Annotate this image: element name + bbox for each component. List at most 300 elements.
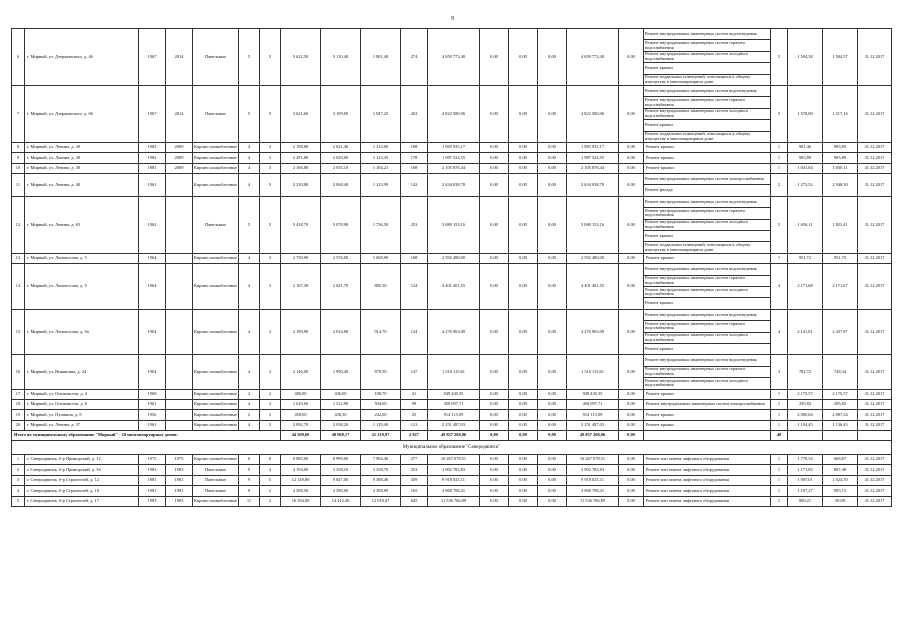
cell-rep [166,309,193,355]
cell-en: 4 [260,465,281,475]
cell-wall: Кирпич шлакоблочные [193,410,239,420]
cell-uc: 983,89 [788,153,823,163]
cell-wall: Панельные [193,465,239,475]
cell-a1: 486,00 [281,389,321,399]
cell-year: 1967 [139,29,166,86]
cell-year: 1982 [139,142,166,152]
cell-addr: г. Мирный, ул. Пушкина, д. 8 [25,410,139,420]
cell-a2: 8 999,00 [321,455,361,465]
cell-a3: 242,00 [361,410,401,420]
table-row [12,389,892,399]
cell-a1: 3 622,50 [281,29,321,86]
cell-uc: 1 770,54 [788,455,823,465]
work-item: Ремонт внутридомовых инженерных систем горячего водоснабжения [644,276,770,287]
cell-en: 2 [260,486,281,496]
cell-a3: 3 398,89 [361,486,401,496]
cell-ppl: 147 [401,355,428,389]
cell-fl: 11 [239,496,260,506]
cell-wcount: 4 [771,309,788,355]
cell-rep [166,420,193,430]
cell-a2: 436,00 [321,389,361,399]
table-row [12,153,892,163]
cell-a1: 2 198,80 [281,142,321,152]
cell-f1: 0,00 [480,355,509,389]
cell-addr: г. Северодвинск, б-р Приморский, д. 12 [25,455,139,465]
cell-fl: 2 [239,389,260,399]
cell-ppl: 178 [401,153,428,163]
cell-a3: 1 123,99 [361,174,401,197]
cell-rep: 2009 [166,163,193,173]
cell-wall: Кирпич шлакоблочные [193,496,239,506]
cell-en: 3 [260,174,281,197]
cell-f2: 0,00 [509,496,538,506]
cell-own: 4 401 401,55 [567,264,619,310]
cell-year: 1982 [139,153,166,163]
cell-uc: 1 107,27 [788,486,823,496]
work-item: Ремонт внутридомовых инженерных систем холодного водоснабжения [644,52,770,63]
cell-cost: 1 983 935,17 [428,142,480,152]
total-f4: 0,00 [619,431,644,441]
cell-n: 7 [12,85,25,142]
cell-a2: 3 590,00 [321,486,361,496]
cell-f3: 0,00 [538,142,567,152]
cell-f1: 0,00 [480,410,509,420]
cell-f1: 0,00 [480,465,509,475]
cell-en: 3 [260,355,281,389]
cell-own: 4 659 773,40 [567,29,619,86]
cell-n: 20 [12,420,25,430]
cell-en: 2 [260,496,281,506]
cell-en: 3 [260,153,281,163]
cell-cost: 949 430,35 [428,389,480,399]
cell-f3: 0,00 [538,410,567,420]
cell-addr: г. Мирный, ул. Ленина, д. 20 [25,142,139,152]
cell-f3: 0,00 [538,253,567,263]
cell-ppl: 459 [401,475,428,485]
cell-wcount: 5 [771,29,788,86]
work-item: Ремонт внутридомовых инженерных систем водоотведения [644,197,770,208]
cell-year: 1964 [139,309,166,355]
cell-uc: 2 080,64 [788,410,823,420]
cell-ppl: 124 [401,264,428,310]
cell-date: 31.12.2017 [858,264,892,310]
cell-addr: г. Северодвинск, б-р Строителей, д. 17 [25,496,139,506]
cell-n: 4 [12,486,25,496]
cell-en: 2 [260,410,281,420]
table-row [12,253,892,263]
cell-en: 3 [260,420,281,430]
cell-wall: Панельные [193,475,239,485]
cell-addr: г. Мирный, ул. Ленина, д. 28 [25,153,139,163]
cell-cost: 2 251 487,03 [428,420,480,430]
cell-n: 10 [12,163,25,173]
cell-en: 3 [260,253,281,263]
cell-mc: 1 050,11 [823,163,858,173]
cell-f4: 0,00 [619,355,644,389]
cell-rep [166,264,193,310]
cell-works: Ремонт крыши [644,253,771,263]
cell-own: 2 105 876,44 [567,163,619,173]
cell-year: 1975 [139,455,166,465]
cell-f4: 0,00 [619,309,644,355]
cell-date: 31.12.2017 [858,496,892,506]
cell-mc: 748,34 [823,355,858,389]
cell-en: 3 [260,399,281,409]
cell-ppl: 645 [401,496,428,506]
table-row [12,410,892,420]
cell-date: 31.12.2017 [858,174,892,197]
cell-rep: 2014 [166,85,193,142]
cell-mc: 983,89 [823,153,858,163]
cell-uc: 1 007,01 [788,475,823,485]
total-f2: 0,00 [509,431,538,441]
cell-rep [166,196,193,253]
cell-fl: 4 [239,399,260,409]
total-label: Итого по муниципальному образованию "Мирный" - 20 многоквартирных домов: [12,431,281,441]
work-item: Ремонт внутридомовых инженерных систем холодного водоснабжения [644,333,770,344]
cell-f3: 0,00 [538,196,567,253]
cell-a1: 4 194,00 [281,465,321,475]
work-item: Ремонт внутридомовых инженерных систем горячего водоснабжения [644,321,770,332]
total-date [858,431,892,441]
cell-addr: г. Мирный, ул. Ленина, д. 65 [25,196,139,253]
cell-a3: 1 801,40 [361,29,401,86]
cell-wcount: 1 [771,163,788,173]
cell-a1: 9 985,00 [281,455,321,465]
table-row [12,486,892,496]
cell-year: 1981 [139,486,166,496]
cell-ppl: 121 [401,420,428,430]
cell-cost: 1 510 115,61 [428,355,480,389]
page-number: 9 [451,16,454,22]
cell-fl: 4 [239,153,260,163]
cell-works: Ремонт крыши [644,142,771,152]
cell-f4: 0,00 [619,174,644,197]
table-row [12,475,892,485]
cell-wcount: 1 [771,389,788,399]
cell-a1: 3 621,60 [281,85,321,142]
cell-works: Ремонт или замена лифтового оборудования [644,486,771,496]
cell-f4: 0,00 [619,153,644,163]
cell-a1: 4 508,50 [281,486,321,496]
total-uc [788,431,823,441]
cell-works: Ремонт крыши [644,420,771,430]
cell-year: 1961 [139,174,166,197]
cell-f4: 0,00 [619,410,644,420]
cell-own: 5 080 153,16 [567,196,619,253]
cell-en: 5 [260,475,281,485]
cell-f3: 0,00 [538,309,567,355]
cell-own: 2 251 487,03 [567,420,619,430]
cell-works [644,309,771,355]
cell-cost: 2 634 038,78 [428,174,480,197]
table-row [12,309,892,355]
cell-rep: 1983 [166,465,193,475]
cell-year: 1964 [139,253,166,263]
cell-year: 1983 [139,496,166,506]
work-item: Ремонт крыши [645,345,673,351]
cell-cost: 4 659 773,40 [428,29,480,86]
cell-f2: 0,00 [509,410,538,420]
cell-n: 14 [12,264,25,310]
cell-addr: г. Мирный, ул. Оптимистов, д. 4 [25,389,139,399]
cell-cost: 4 822 580,06 [428,85,480,142]
total-cost: 49 837 268,06 [428,431,480,441]
cell-wall: Кирпич шлакоблочные [193,455,239,465]
cell-f3: 0,00 [538,163,567,173]
cell-n: 13 [12,253,25,263]
cell-a3: 1 184,21 [361,163,401,173]
cell-a2: 2 035,10 [321,163,361,173]
cell-wall: Кирпич шлакоблочные [193,163,239,173]
cell-year: 1962 [139,196,166,253]
cell-f2: 0,00 [509,389,538,399]
cell-own: 3 902 783,83 [567,465,619,475]
cell-uc: 981,46 [788,142,823,152]
cell-f2: 0,00 [509,475,538,485]
cell-en: 5 [260,85,281,142]
cell-uc: 1 104,45 [788,420,823,430]
cell-own: 949 430,35 [567,389,619,399]
work-item: Ремонт крыши [645,300,673,306]
cell-cost: 16 267 078,51 [428,455,480,465]
cell-rep [166,253,193,263]
cell-own: 2 634 038,78 [567,174,619,197]
cell-a2: 1 512,90 [321,399,361,409]
cell-f2: 0,00 [509,465,538,475]
cell-f1: 0,00 [480,264,509,310]
cell-fl: 9 [239,465,260,475]
cell-f1: 0,00 [480,153,509,163]
cell-cost: 2 592 480,00 [428,253,480,263]
cell-wall: Панельные [193,196,239,253]
cell-wall: Кирпич шлакоблочные [193,420,239,430]
cell-mc: 668,87 [823,455,858,465]
cell-a3: 885,50 [361,264,401,310]
cell-fl: 5 [239,196,260,253]
cell-f1: 0,00 [480,29,509,86]
work-item: Ремонт подвальных помещений, относящихся к общему имуществу в многоквартирном доме [645,131,751,141]
cell-a3: 1 947,25 [361,85,401,142]
cell-f3: 0,00 [538,465,567,475]
cell-f3: 0,00 [538,420,567,430]
cell-own: 4 276 963,09 [567,309,619,355]
cell-f4: 0,00 [619,399,644,409]
cell-n: 11 [12,174,25,197]
cell-a2: 3 109,00 [321,85,361,142]
cell-f2: 0,00 [509,142,538,152]
table-row [12,465,892,475]
cell-mc: 887,48 [823,465,858,475]
cell-works [644,29,771,86]
cell-ppl: 168 [401,253,428,263]
cell-f2: 0,00 [509,455,538,465]
cell-mc: 2 175,57 [823,389,858,399]
cell-f3: 0,00 [538,486,567,496]
cell-wcount: 1 [771,496,788,506]
cell-cost: 914 115,09 [428,410,480,420]
cell-f1: 0,00 [480,85,509,142]
cell-cost: 2 105 876,44 [428,163,480,173]
cell-uc: 1 273,52 [788,174,823,197]
cell-a1: 2 167,30 [281,264,321,310]
cell-f3: 0,00 [538,153,567,163]
table-row [12,455,892,465]
cell-mc: 1 517,16 [823,85,858,142]
cell-f1: 0,00 [480,475,509,485]
cell-addr: г. Мирный, ул. Ленина, д. 40 [25,174,139,197]
table-row [12,174,892,197]
cell-mc: 995,15 [823,486,858,496]
cell-f1: 0,00 [480,142,509,152]
cell-n: 9 [12,153,25,163]
cell-f3: 0,00 [538,29,567,86]
cell-own: 1 987 524,55 [567,153,619,163]
cell-cost: 4 401 401,55 [428,264,480,310]
cell-a1: 2 739,90 [281,253,321,263]
cell-a2: 3 110,40 [321,29,361,86]
cell-f3: 0,00 [538,355,567,389]
cell-date: 31.12.2017 [858,85,892,142]
cell-f4: 0,00 [619,163,644,173]
total-wcount: 48 [771,431,788,441]
cell-a3: 7 904,40 [361,455,401,465]
cell-f2: 0,00 [509,355,538,389]
cell-year: 1961 [139,399,166,409]
cell-addr: г. Мирный, ул. Ломоносова, д. 9а [25,309,139,355]
cell-a1: 1 610,60 [281,399,321,409]
work-item: Ремонт внутридомовых инженерных систем горячего водоснабжения [644,208,770,219]
cell-f4: 0,00 [619,142,644,152]
cell-fl: 9 [239,475,260,485]
cell-year: 1983 [139,465,166,475]
cell-a1: 12 149,80 [281,475,321,485]
cell-f2: 0,00 [509,486,538,496]
cell-en: 3 [260,264,281,310]
cell-n: 3 [12,475,25,485]
cell-en: 2 [260,389,281,399]
cell-n: 15 [12,309,25,355]
cell-wcount: 1 [771,153,788,163]
cell-f2: 0,00 [509,399,538,409]
cell-addr: г. Мирный, ул. Дзержинского, д. 4б [25,29,139,86]
cell-a3: 878,50 [361,355,401,389]
cell-a2: 3 358,10 [321,465,361,475]
cell-wcount: 1 [771,486,788,496]
cell-year: 1956 [139,410,166,420]
cell-ppl: 142 [401,174,428,197]
cell-a1: 2 291,80 [281,153,321,163]
cell-wcount: 1 [771,475,788,485]
cell-own: 11 536 766,89 [567,496,619,506]
cell-addr: г. Мирный, ул. Ломоносова, д. 5 [25,253,139,263]
cell-f2: 0,00 [509,196,538,253]
cell-mc: 1 823,41 [823,196,858,253]
cell-f2: 0,00 [509,309,538,355]
cell-cost: 5 080 153,16 [428,196,480,253]
cell-ppl: 25 [401,410,428,420]
cell-wall: Кирпич шлакоблочные [193,389,239,399]
cell-f2: 0,00 [509,85,538,142]
cell-f3: 0,00 [538,389,567,399]
cell-year: 1981 [139,163,166,173]
work-item: Ремонт внутридомовых инженерных систем водоотведения [644,355,770,366]
cell-year: 1964 [139,355,166,389]
cell-uc: 295,82 [788,399,823,409]
cell-f3: 0,00 [538,496,567,506]
work-item: Ремонт подвальных помещений, относящихся к общему имуществу в многоквартирном доме [645,74,751,84]
cell-fl: 4 [239,253,260,263]
cell-a2: 2 020,00 [321,153,361,163]
cell-f3: 0,00 [538,475,567,485]
total-works [644,431,771,441]
cell-f1: 0,00 [480,496,509,506]
work-item: Ремонт подвальных помещений, относящихся к общему имуществу в многоквартирном доме [645,242,751,252]
cell-works: Ремонт крыши [644,410,771,420]
cell-ppl: 277 [401,455,428,465]
cell-date: 31.12.2017 [858,410,892,420]
work-item: Ремонт внутридомовых инженерных систем водоотведения [644,86,770,97]
cell-n: 5 [12,496,25,506]
cell-f3: 0,00 [538,264,567,310]
cell-ppl: 274 [401,29,428,86]
cell-year: 1964 [139,264,166,310]
cell-wcount: 1 [771,399,788,409]
work-item: Ремонт внутридомовых инженерных систем горячего водоснабжения [644,367,770,378]
cell-fl: 9 [239,486,260,496]
cell-uc: 1 656,11 [788,196,823,253]
cell-uc: 1 570,00 [788,85,823,142]
cell-f1: 0,00 [480,486,509,496]
cell-wcount: 1 [771,410,788,420]
cell-uc: 2 175,57 [788,389,823,399]
cell-cost: 1 987 524,55 [428,153,480,163]
cell-f1: 0,00 [480,420,509,430]
cell-f1: 0,00 [480,309,509,355]
cell-addr: г. Мирный, ул. Ленина, д. 30 [25,163,139,173]
cell-works: Ремонт внутридомовых инженерных систем электроснабжения [644,399,771,409]
cell-rep [166,399,193,409]
cell-own: 9 918 025,11 [567,475,619,485]
cell-date: 31.12.2017 [858,465,892,475]
cell-fl: 4 [239,174,260,197]
cell-a1: 3 418,70 [281,196,321,253]
cell-own: 450 097,71 [567,399,619,409]
cell-n: 12 [12,196,25,253]
cell-n: 19 [12,410,25,420]
cell-fl: 4 [239,142,260,152]
cell-a2: 3 078,90 [321,196,361,253]
cell-wall: Панельные [193,486,239,496]
cell-fl: 5 [239,29,260,86]
total-a2: 40 068,17 [321,431,361,441]
cell-cost: 4 276 963,09 [428,309,480,355]
cell-a1: 16 394,00 [281,496,321,506]
cell-fl: 4 [239,420,260,430]
cell-wcount: 4 [771,264,788,310]
cell-works [644,355,771,389]
total-a3: 21 219,97 [361,431,401,441]
cell-addr: г. Северодвинск, б-р Приморский, д. 34 [25,465,139,475]
cell-date: 31.12.2017 [858,389,892,399]
cell-own: 1 510 115,61 [567,355,619,389]
cell-rep: 2009 [166,142,193,152]
work-item: Ремонт внутридомовых инженерных систем холодного водоснабжения [644,220,770,231]
table-row [12,196,892,253]
cell-a2: 2 021,40 [321,142,361,152]
cell-n: 2 [12,465,25,475]
work-item: Ремонт крыши [644,63,770,74]
